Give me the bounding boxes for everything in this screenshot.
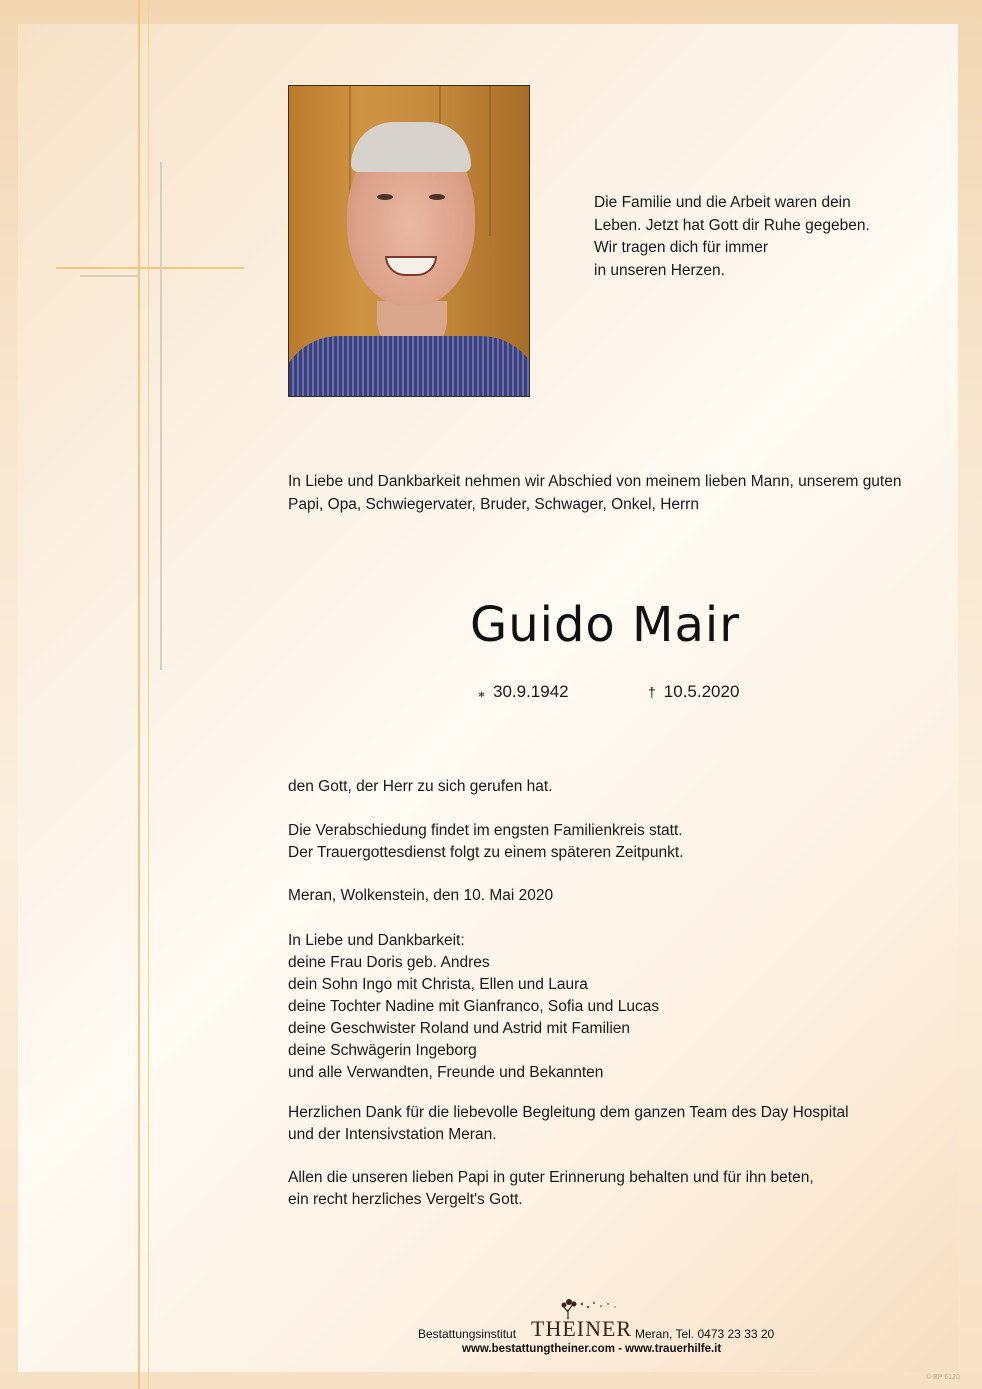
mourners-list bbox=[288, 930, 948, 1084]
footer-prefix: Bestattungsinstitut bbox=[418, 1327, 517, 1341]
ceremony-paragraph bbox=[288, 820, 948, 864]
death-date: 10.5.2020 bbox=[663, 682, 740, 701]
text-line: ein recht herzliches Vergelt's Gott. bbox=[288, 1191, 523, 1208]
text-line: Herzlichen Dank für die liebevolle Begleitung dem ganzen Team des Day Hospital bbox=[288, 1104, 849, 1121]
intro-line: Papi, Opa, Schwiegervater, Bruder, Schwager, Onkel, Herrn bbox=[288, 495, 699, 513]
text-line: Die Verabschiedung findet im engsten Familienkreis statt. bbox=[288, 822, 683, 839]
death-cross-icon: † bbox=[648, 684, 656, 700]
gold-vertical-line-thin bbox=[148, 0, 149, 1389]
copyright-note: © BP 6120 bbox=[926, 1374, 960, 1381]
text-line: Meran, Wolkenstein, den 10. Mai 2020 bbox=[288, 887, 554, 904]
list-item: dein Sohn Ingo mit Christa, Ellen und Laura bbox=[288, 976, 588, 993]
death-date-block bbox=[648, 680, 739, 704]
text-line: Der Trauergottesdienst folgt zu einem späteren Zeitpunkt. bbox=[288, 844, 684, 861]
gold-horizontal-line bbox=[56, 267, 244, 269]
footer-contact: Meran, Tel. 0473 23 33 20 bbox=[635, 1327, 775, 1341]
intro-line: In Liebe und Dankbarkeit nehmen wir Abschied von meinem lieben Mann, unserem guten bbox=[288, 473, 902, 490]
text-line: Allen die unseren lieben Papi in guter Erinnerung behalten und für ihn beten, bbox=[288, 1169, 814, 1186]
birth-star-icon: ⁎ bbox=[478, 684, 485, 700]
birth-date: 30.9.1942 bbox=[493, 682, 569, 701]
memorial-motto bbox=[594, 192, 924, 282]
list-item: deine Geschwister Roland und Astrid mit Familien bbox=[288, 1020, 631, 1037]
text-line: und der Intensivstation Meran. bbox=[288, 1126, 497, 1143]
list-item: deine Tochter Nadine mit Gianfranco, Sofia und Lucas bbox=[288, 998, 660, 1015]
called-paragraph bbox=[288, 776, 948, 798]
farewell-intro bbox=[288, 471, 960, 516]
motto-line: Wir tragen dich für immer bbox=[594, 239, 768, 256]
motto-line: Die Familie und die Arbeit waren dein bbox=[594, 194, 851, 211]
footer-websites: www.bestattungtheiner.com - www.trauerhilfe.it bbox=[462, 1343, 722, 1355]
motto-line: in unseren Herzen. bbox=[594, 261, 725, 279]
birth-date-block bbox=[478, 680, 569, 704]
footer-brand-logo: THEINER bbox=[531, 1316, 633, 1341]
list-item: In Liebe und Dankbarkeit: bbox=[288, 932, 465, 949]
cross-vertical-beam bbox=[160, 162, 162, 670]
text-line: den Gott, der Herr zu sich gerufen hat. bbox=[288, 778, 553, 795]
thanks-paragraph bbox=[288, 1102, 948, 1146]
cross-horizontal-beam bbox=[80, 275, 140, 277]
gold-vertical-line bbox=[138, 0, 140, 1389]
place-date-line bbox=[288, 885, 948, 907]
closing-paragraph bbox=[288, 1167, 948, 1211]
deceased-name: Guido Mair bbox=[470, 597, 740, 653]
motto-line: Leben. Jetzt hat Gott dir Ruhe gegeben. bbox=[594, 216, 870, 234]
list-item: deine Frau Doris geb. Andres bbox=[288, 954, 490, 971]
list-item: und alle Verwandten, Freunde und Bekannten bbox=[288, 1064, 604, 1081]
list-item: deine Schwägerin Ingeborg bbox=[288, 1042, 477, 1059]
portrait-photo bbox=[288, 85, 530, 397]
